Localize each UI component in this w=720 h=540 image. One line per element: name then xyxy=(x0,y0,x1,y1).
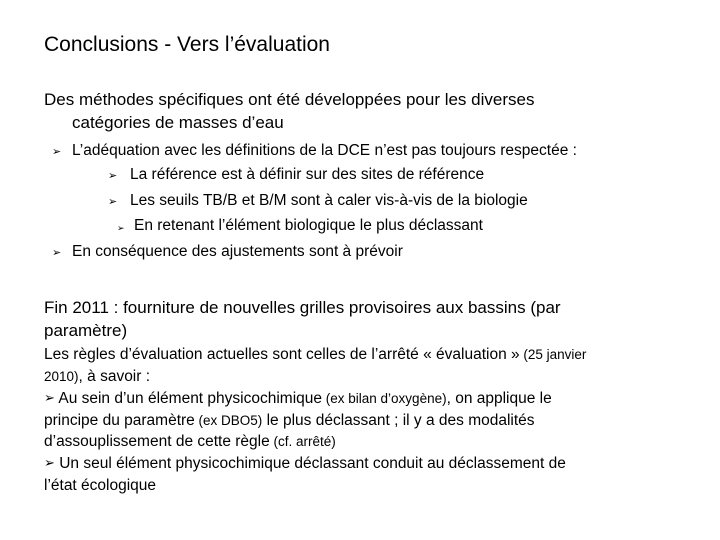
bullet-arrow-icon: ➢ xyxy=(52,146,62,158)
fin-2011-line-2: paramètre) xyxy=(44,321,128,340)
arrow-icon: ➢ xyxy=(44,390,55,405)
regles-line-5: d’assouplissement de cette règle (cf. arrêté) xyxy=(44,433,336,450)
sub-bullet-arrow-icon: ➢ xyxy=(108,196,118,208)
arrow-icon: ➢ xyxy=(44,455,55,470)
fin-2011-line-1: Fin 2011 : fourniture de nouvelles grilles provisoires aux bassins (par xyxy=(44,298,561,317)
sub-bullet-seuils: Les seuils TB/B et B/M sont à caler vis-à-vis de la biologie xyxy=(130,192,528,209)
regles-line-2: 2010), à savoir : xyxy=(44,368,151,385)
intro-line-2: catégories de masses d’eau xyxy=(72,113,284,132)
intro-line-1: Des méthodes spécifiques ont été développées pour les diverses xyxy=(44,90,535,109)
sub-bullet-arrow-icon: ➢ xyxy=(108,170,118,182)
bullet-arrow-icon: ➢ xyxy=(52,247,62,259)
regles-line-6: ➢ Un seul élément physicochimique déclassant conduit au déclassement de xyxy=(44,455,566,472)
regles-line-7: l’état écologique xyxy=(44,477,157,494)
sub-sub-bullet-element: En retenant l’élément biologique le plus déclassant xyxy=(134,217,483,234)
regles-line-3: ➢ Au sein d’un élément physicochimique (ex bilan d’oxygène), on applique le xyxy=(44,390,552,407)
sub-sub-bullet-arrow-icon: ➢ xyxy=(117,223,125,233)
bullet-consequence: En conséquence des ajustements sont à prévoir xyxy=(72,243,403,260)
bullet-adequation: L’adéquation avec les définitions de la DCE n’est pas toujours respectée : xyxy=(72,142,577,159)
regles-line-1: Les règles d’évaluation actuelles sont celles de l’arrêté « évaluation » (25 janvier xyxy=(44,346,587,363)
slide-title: Conclusions - Vers l’évaluation xyxy=(44,33,330,56)
regles-line-4: principe du paramètre (ex DBO5) le plus déclassant ; il y a des modalités xyxy=(44,412,535,429)
sub-bullet-reference: La référence est à définir sur des sites de référence xyxy=(130,166,485,183)
